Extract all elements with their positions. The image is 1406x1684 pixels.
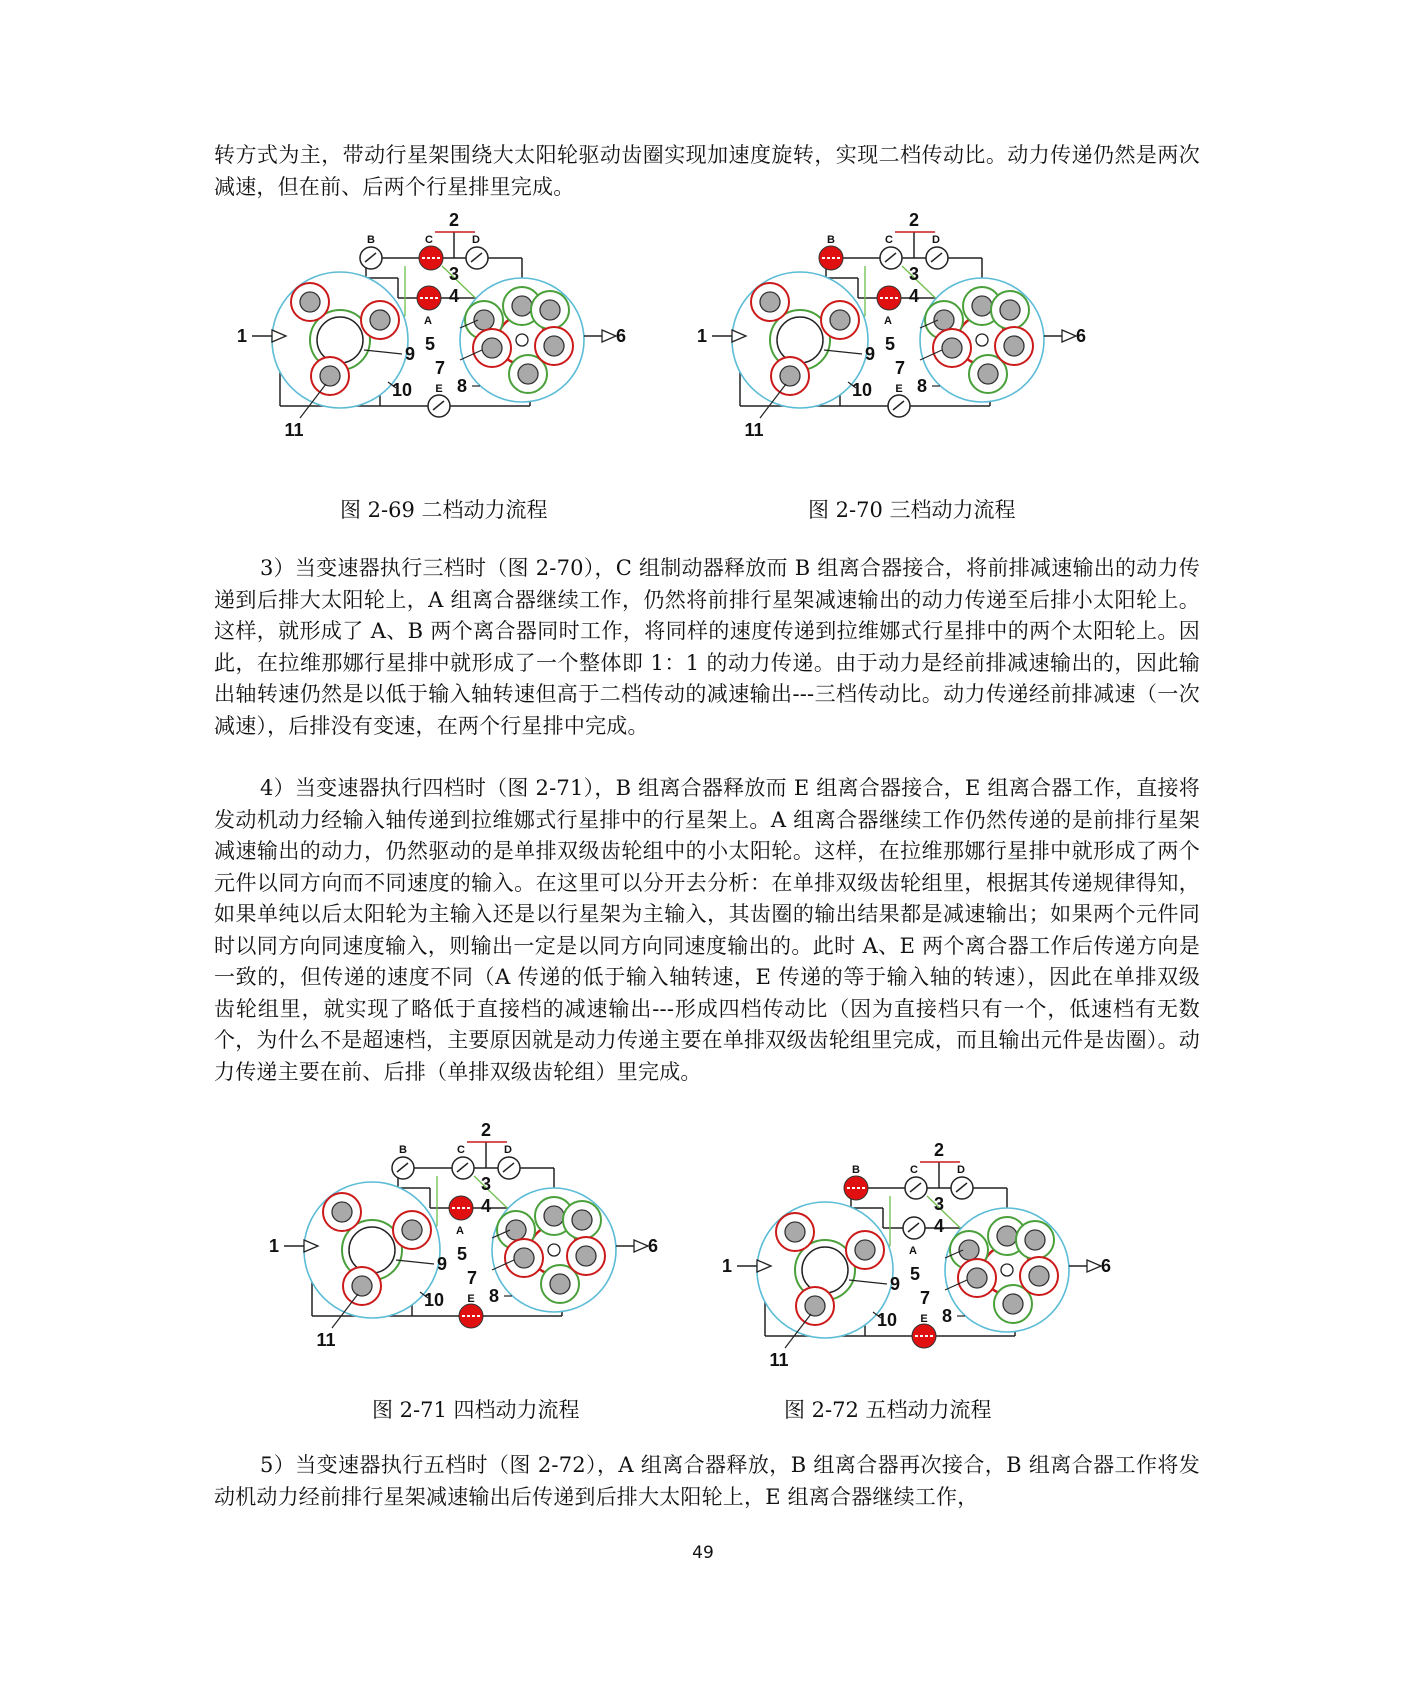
caption-2-69: 图 2-69 二档动力流程 [340, 498, 548, 522]
figure-2-69 [230, 210, 630, 440]
label-1: 1 [236, 326, 248, 346]
label-B: B [399, 1144, 407, 1156]
caption-2-70: 图 2-70 三档动力流程 [808, 498, 1016, 522]
label-A: A [909, 1245, 917, 1257]
label-6: 6 [1100, 1256, 1111, 1276]
caption-2-72: 图 2-72 五档动力流程 [784, 1398, 992, 1422]
label-8: 8 [941, 1306, 953, 1326]
label-6: 6 [1075, 326, 1086, 346]
label-7: 7 [919, 1288, 931, 1308]
label-5: 5 [456, 1244, 468, 1264]
label-4: 4 [933, 1216, 945, 1236]
label-E: E [895, 383, 903, 395]
figure-2-70 [690, 210, 1090, 440]
gear-diagram-3rd [690, 210, 1090, 440]
label-5: 5 [909, 1264, 921, 1284]
label-E: E [920, 1313, 928, 1325]
label-7: 7 [466, 1268, 478, 1288]
figure-2-72 [715, 1140, 1115, 1370]
gear-diagram-5th [715, 1140, 1115, 1370]
label-B: B [367, 234, 375, 246]
label-8: 8 [488, 1286, 500, 1306]
paragraph-3rd-gear: 3）当变速器执行三档时（图 2-70），C 组制动器释放而 B 组离合器接合，将前排减速输出的动力传递到后排大太阳轮上，A 组离合器继续工作，仍然将前排行星架减速输出的动力传递至后排小太阳轮上。这样，就形成了 A、B 两个离合器同时工作，将同样的速度传递到拉维娜式行星排中的两个太阳轮上。因此，在拉维那娜行星排中就形成了一个整体即 1：1 的动力传递。由于动力是经前排减速输出的，因此输出轴转速仍然是以低于输入轴转速但高于二档传动的减速输出---三档传动比。动力传递经前排减速（一次减速），后排没有变速，在两个行星排中完成。 [214, 556, 1200, 738]
label-B: B [827, 234, 835, 246]
label-10: 10 [876, 1310, 898, 1330]
label-1: 1 [721, 1256, 733, 1276]
label-6: 6 [647, 1236, 658, 1256]
label-C: C [425, 234, 433, 246]
label-11: 11 [284, 420, 304, 440]
label-2: 2 [908, 210, 920, 230]
label-11: 11 [316, 1330, 336, 1350]
label-7: 7 [434, 358, 446, 378]
label-11: 11 [769, 1350, 789, 1370]
label-C: C [910, 1164, 918, 1176]
label-10: 10 [423, 1290, 445, 1310]
label-2: 2 [480, 1120, 492, 1140]
label-4: 4 [480, 1196, 492, 1216]
gear-diagram-4th [262, 1120, 662, 1350]
label-D: D [472, 234, 480, 246]
label-2: 2 [448, 210, 460, 230]
paragraph-intro: 转方式为主，带动行星架围绕大太阳轮驱动齿圈实现加速度旋转，实现二档传动比。动力传递仍然是两次减速，但在前、后两个行星排里完成。 [214, 143, 1200, 199]
caption-2-71: 图 2-71 四档动力流程 [372, 1398, 580, 1422]
label-8: 8 [916, 376, 928, 396]
label-9: 9 [436, 1254, 448, 1274]
label-D: D [957, 1164, 965, 1176]
label-9: 9 [404, 344, 416, 364]
label-9: 9 [889, 1274, 901, 1294]
label-4: 4 [448, 286, 460, 306]
label-6: 6 [615, 326, 626, 346]
label-C: C [885, 234, 893, 246]
paragraph-5th-gear: 5）当变速器执行五档时（图 2-72），A 组离合器释放，B 组离合器再次接合，B 组离合器工作将发动机动力经前排行星架减速输出后传递到后排大太阳轮上，E 组离合器继续工作， [214, 1453, 1200, 1509]
figure-2-71 [262, 1120, 662, 1350]
label-10: 10 [391, 380, 413, 400]
label-A: A [884, 315, 892, 327]
label-10: 10 [851, 380, 873, 400]
label-E: E [435, 383, 443, 395]
label-11: 11 [744, 420, 764, 440]
label-3: 3 [480, 1174, 492, 1194]
label-3: 3 [933, 1194, 945, 1214]
page-number: 49 [692, 1543, 714, 1563]
label-3: 3 [908, 264, 920, 284]
label-3: 3 [448, 264, 460, 284]
label-8: 8 [456, 376, 468, 396]
label-1: 1 [268, 1236, 280, 1256]
label-B: B [852, 1164, 860, 1176]
label-4: 4 [908, 286, 920, 306]
label-5: 5 [884, 334, 896, 354]
paragraph-4th-gear: 4）当变速器执行四档时（图 2-71），B 组离合器释放而 E 组离合器接合，E 组离合器工作，直接将发动机动力经输入轴传递到拉维娜式行星排中的行星架上。A 组离合器继续工作仍然传递的是前排行星架减速输出的动力，仍然驱动的是单排双级齿轮组中的小太阳轮。这样，在拉维那娜行星排中就形成了两个元件以同方向而不同速度的输入。在这里可以分开去分析：在单排双级齿轮组里，根据其传递规律得知，如果单纯以后太阳轮为主输入还是以行星架为主输入，其齿圈的输出结果都是减速输出；如果两个元件同时以同方向同速度输入，则输出一定是以同方向同速度输出的。此时 A、E 两个离合器工作后传递方向是一致的，但传递的速度不同（A 传递的低于输入轴转速，E 传递的等于输入轴的转速），因此在单排双级齿轮组里，就实现了略低于直接档的减速输出---形成四档传动比（因为直接档只有一个，低速档有无数个，为什么不是超速档，主要原因就是动力传递主要在单排双级齿轮组里完成，而且输出元件是齿圈）。动力传递主要在前、后排（单排双级齿轮组）里完成。 [214, 776, 1200, 1084]
gear-diagram-2nd [230, 210, 630, 440]
label-D: D [504, 1144, 512, 1156]
label-C: C [457, 1144, 465, 1156]
label-1: 1 [696, 326, 708, 346]
label-E: E [467, 1293, 475, 1305]
label-2: 2 [933, 1140, 945, 1160]
label-9: 9 [864, 344, 876, 364]
label-A: A [456, 1225, 464, 1237]
label-5: 5 [424, 334, 436, 354]
label-7: 7 [894, 358, 906, 378]
label-D: D [932, 234, 940, 246]
label-A: A [424, 315, 432, 327]
